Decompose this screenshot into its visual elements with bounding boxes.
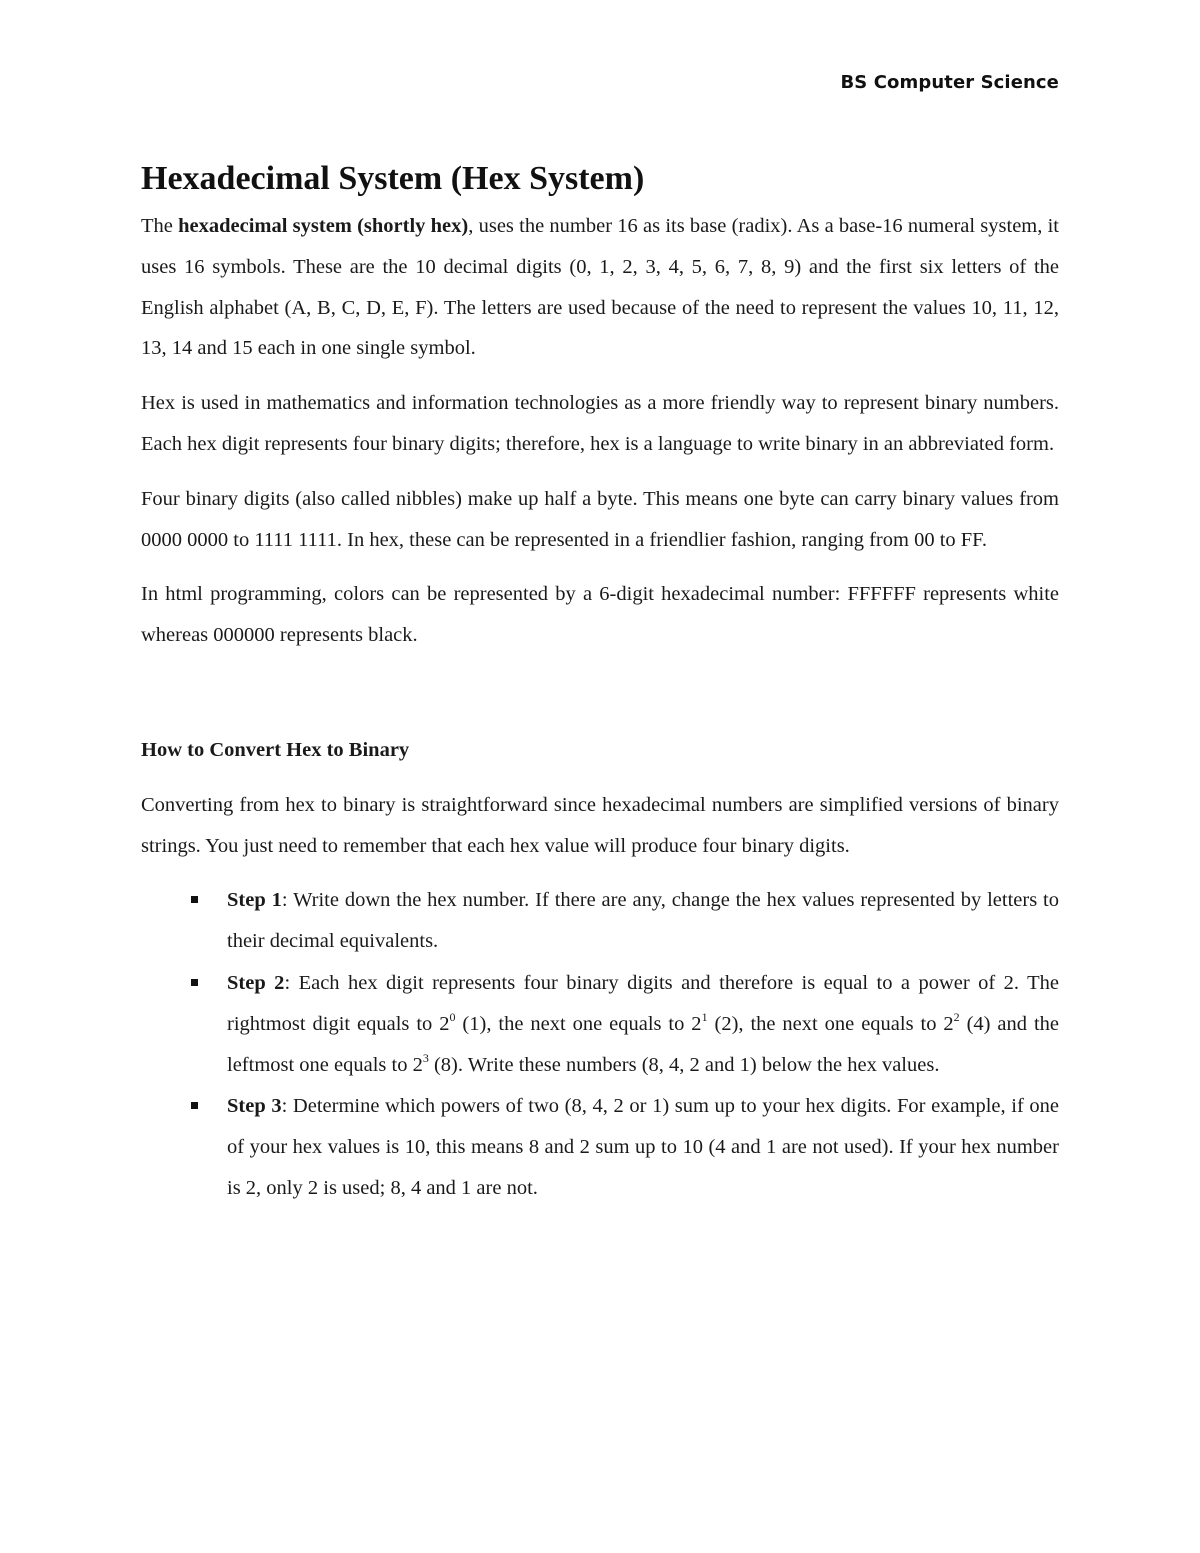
- step-1-label: Step 1: [227, 889, 282, 912]
- exponent-0: 0: [449, 1009, 456, 1024]
- square-bullet-icon: [191, 896, 198, 903]
- paragraph-html-colors: In html programming, colors can be represented by a 6-digit hexadecimal number: FFFFFF represents white whereas 000000 represents black.: [141, 583, 1059, 647]
- list-item-step-3: [227, 1086, 1059, 1208]
- exponent-1: 1: [701, 1009, 708, 1024]
- list-item-step-1: [227, 880, 1059, 962]
- running-header: BS Computer Science: [840, 72, 1059, 93]
- paragraph-hex-definition-lead: The: [141, 215, 179, 237]
- paragraph-hex-definition: [141, 206, 1059, 369]
- exponent-2: 2: [953, 1009, 960, 1024]
- square-bullet-icon: [191, 979, 198, 986]
- term-hexadecimal-system: hexadecimal system (shortly hex): [178, 215, 469, 237]
- step-2-text-part-4: (4) and the leftmost one equals to 2: [227, 1012, 1059, 1076]
- step-1-text: : Write down the hex number. If there are any, change the hex values represented by letters to their decimal equivalents.: [227, 889, 1060, 953]
- steps-list: [141, 880, 1059, 1208]
- paragraph-hex-usage: Hex is used in mathematics and information technologies as a more friendly way to represent binary numbers. Each hex digit represents four binary digits; therefore, hex is a language to write binary in an abbreviated form.: [141, 392, 1059, 455]
- section-title-hex-to-binary: How to Convert Hex to Binary: [141, 738, 410, 761]
- section-spacer: [141, 670, 1059, 730]
- list-item-step-2: [227, 963, 1059, 1085]
- paragraph-conversion-intro: Converting from hex to binary is straightforward since hexadecimal numbers are simplified versions of binary strings. You just need to remember that each hex value will produce four binary digits.: [141, 793, 1059, 857]
- exponent-3: 3: [422, 1050, 429, 1065]
- square-bullet-icon: [191, 1102, 198, 1109]
- step-2-text-part-1: : Each hex digit represents four binary digits and therefore is equal to a power of 2. The rightmost digit equals to 2: [227, 971, 1060, 1035]
- step-3-label: Step 3: [227, 1095, 282, 1118]
- step-2-text-part-5: (8). Write these numbers (8, 4, 2 and 1) below the hex values.: [428, 1053, 940, 1076]
- paragraph-nibbles: Four binary digits (also called nibbles) make up half a byte. This means one byte can carry binary values from 0000 0000 to 1111 1111. In hex, these can be represented in a friendlier fashion, ranging from 00 to FF.: [141, 487, 1059, 551]
- step-2-label: Step 2: [227, 971, 285, 994]
- step-3-text: : Determine which powers of two (8, 4, 2 or 1) sum up to your hex digits. For example, if one of your hex values is 10, this means 8 and 2 sum up to 10 (4 and 1 are not used). If your hex number is 2, only 2 is used; 8, 4 and 1 are not.: [227, 1095, 1060, 1199]
- step-2-text-part-2: (1), the next one equals to 2: [455, 1012, 702, 1035]
- document-title: Hexadecimal System (Hex System): [141, 160, 645, 197]
- document-body: [141, 158, 1059, 1210]
- step-2-text-part-3: (2), the next one equals to 2: [707, 1012, 954, 1035]
- paragraph-hex-definition-rest: , uses the number 16 as its base (radix). As a base-16 numeral system, it uses 16 symbols. These are the 10 decimal digits (0, 1, 2, 3, 4, 5, 6, 7, 8, 9) and the first six letters of the English alphabet (A, B, C, D, E, F). The letters are used because of the need to represent the values 10, 11, 12, 13, 14 and 15 each in one single symbol.: [141, 215, 1060, 360]
